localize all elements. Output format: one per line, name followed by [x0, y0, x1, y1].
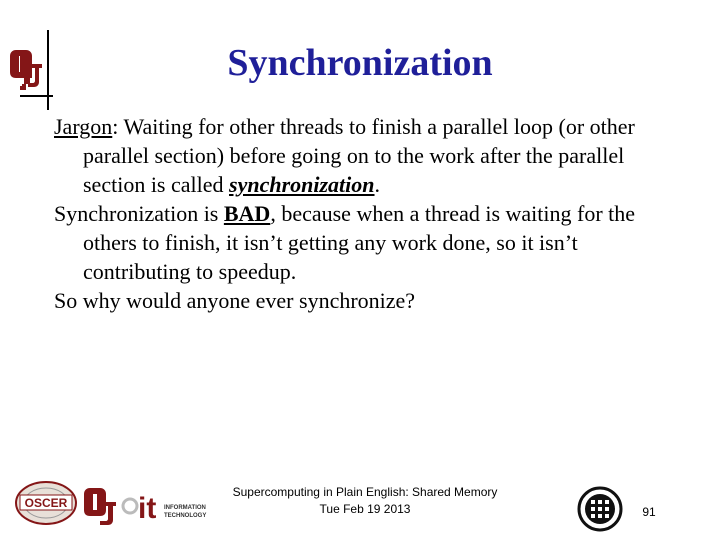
it-logo-icon	[120, 484, 207, 528]
paragraph-question: So why would anyone ever synchronize?	[54, 288, 416, 313]
keyword-synchronization: synchronization	[229, 172, 375, 197]
paragraph-jargon-text-a: : Waiting for other threads to finish a parallel loop (or other parallel section) before going on to the work after the parallel section is called	[83, 114, 635, 197]
paragraph-bad-text-b: , because when a thread is waiting for the others to finish, it isn’t getting any work done, so it isn’t contributing to speedup.	[83, 201, 636, 284]
ou-footer-logo-icon	[84, 484, 118, 528]
oscer-logo-icon	[14, 480, 78, 526]
header-horizontal-rule	[20, 95, 53, 97]
header-vertical-rule	[47, 30, 49, 110]
keyword-bad: BAD	[223, 201, 271, 226]
oscer-logo-text: OSCER	[24, 496, 68, 510]
paragraph-bad	[54, 199, 674, 286]
it-logo-sub2: TECHNOLOGY	[164, 513, 207, 519]
slide-title: Synchronization	[227, 42, 493, 84]
paragraph-bad-text-a: Synchronization is	[54, 201, 224, 226]
term-jargon: Jargon	[54, 114, 113, 139]
ou-logo-icon	[10, 44, 46, 92]
footer-line1: Supercomputing in Plain English: Shared Memory	[232, 485, 498, 499]
footer-line2: Tue Feb 19 2013	[319, 502, 411, 516]
footer-text	[200, 484, 530, 518]
it-logo-sub1: INFORMATION	[164, 505, 206, 511]
slide-body	[54, 112, 674, 315]
it-logo-main: it	[138, 492, 157, 525]
paragraph-jargon-text-b: .	[374, 172, 381, 197]
seal-logo-icon	[576, 486, 624, 532]
page-number: 91	[642, 505, 656, 519]
paragraph-jargon	[54, 112, 674, 199]
